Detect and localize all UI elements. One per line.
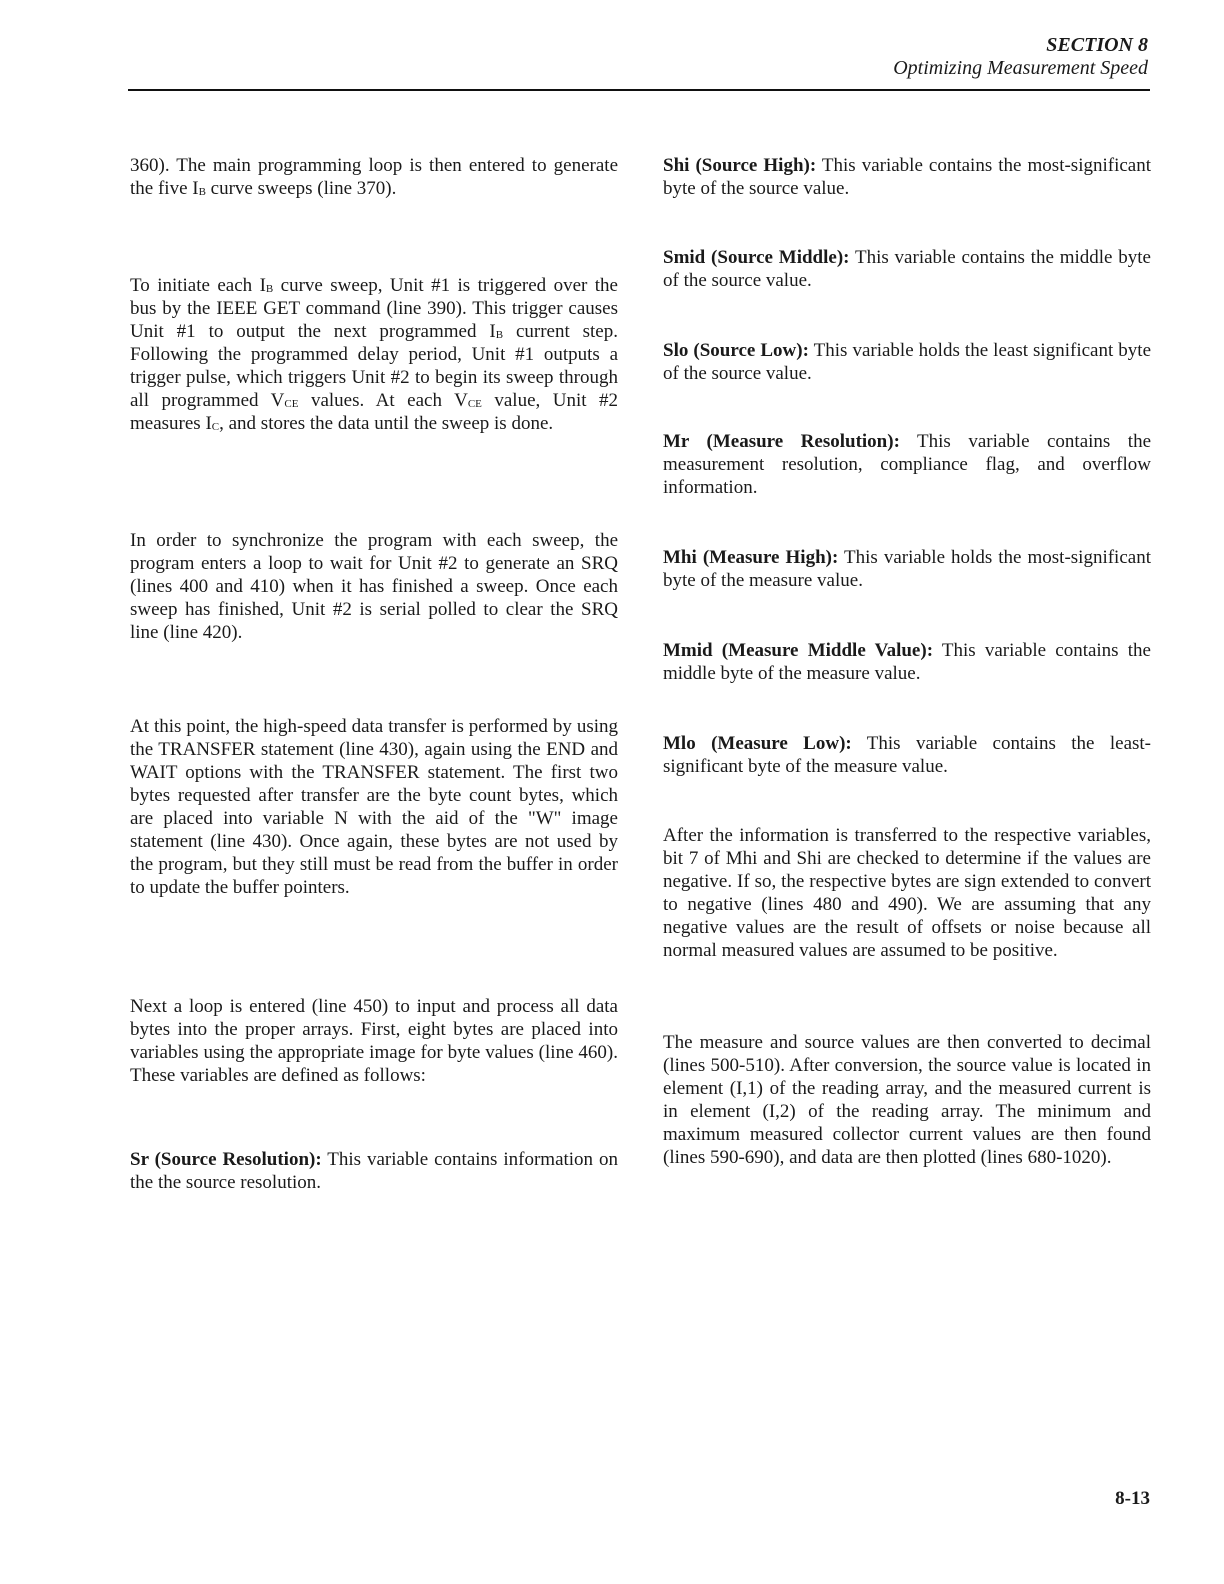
definition-slo: Slo (Source Low): This variable holds the least significant byte of the source value.	[663, 340, 1151, 384]
definition-mlo: Mlo (Measure Low): This variable contains the least-significant byte of the measure value.	[663, 733, 1152, 777]
header-rule	[128, 89, 1150, 91]
page-number: 8-13	[1115, 1488, 1150, 1509]
paragraph-synchronize: In order to synchronize the program with each sweep, the program enters a loop to wait for Unit #2 to generate an SRQ (lines 400 and 410) when it has finished a sweep. Once each sweep has finished, Unit #2 is serial polled to clear the SRQ line (line 420).	[130, 530, 618, 643]
section-label: SECTION 8	[1046, 34, 1148, 56]
definition-mr: Mr (Measure Resolution): This variable contains the measurement resolution, compliance flag, and overflow information.	[663, 431, 1152, 498]
section-subtitle: Optimizing Measurement Speed	[893, 57, 1148, 79]
paragraph-loop-intro: 360). The main programming loop is then entered to generate the five $I_B$ curve sweeps (line 370).	[130, 155, 618, 199]
definition-shi: Shi (Source High): This variable contains the most-significant byte of the source value.	[663, 155, 1151, 199]
definition-smid: Smid (Source Middle): This variable contains the middle byte of the source value.	[663, 247, 1151, 291]
paragraph-data-transfer: At this point, the high-speed data transfer is performed by using the TRANSFER statement (line 430), again using the END and WAIT options with the TRANSFER statement. The first two bytes requested after transfer are the byte count bytes, which are placed into variable N with the aid of the "W" image statement (line 430). Once again, these bytes are not used by the program, but they still must be read from the buffer in order to update the buffer pointers.	[130, 716, 618, 898]
definition-mhi: Mhi (Measure High): This variable holds the most-significant byte of the measure value.	[663, 547, 1151, 591]
paragraph-process-loop: Next a loop is entered (line 450) to input and process all data bytes into the proper arrays. First, eight bytes are placed into variables using the appropriate image for byte values (line 460). These variables are defined as follows:	[130, 996, 618, 1086]
definition-mmid: Mmid (Measure Middle Value): This variable contains the middle byte of the measure value.	[663, 640, 1151, 684]
paragraph-curve-sweep: To initiate each $I_B$ curve sweep, Unit #1 is triggered over the bus by the IEEE GET command (line 390). This trigger causes Unit #1 to output the next programmed $I_B$ current step. Following the programmed delay period, Unit #1 outputs a trigger pulse, which triggers Unit #2 to begin its sweep through all programmed $V_{CE}$ values. At each $V_{CE}$ value, Unit #2 measures $I_C$, and stores the data until the sweep is done.	[130, 275, 618, 434]
definition-sr: Sr (Source Resolution): This variable contains information on the the source resolution.	[130, 1149, 618, 1193]
paragraph-sign-extend: After the information is transferred to the respective variables, bit 7 of Mhi and Shi are checked to determine if the values are negative. If so, the respective bytes are sign extended to convert to negative (lines 480 and 490). We are assuming that any negative values are the result of offsets or noise because all normal measured values are assumed to be positive.	[663, 825, 1151, 961]
paragraph-conversion: The measure and source values are then converted to decimal (lines 500-510). After conversion, the source value is located in element (I,1) of the reading array, and the measured current is in element (I,2) of the reading array. The minimum and maximum measured collector current values are then found (lines 590-690), and data are then plotted (lines 680-1020).	[663, 1032, 1151, 1168]
page-header	[893, 34, 1148, 80]
